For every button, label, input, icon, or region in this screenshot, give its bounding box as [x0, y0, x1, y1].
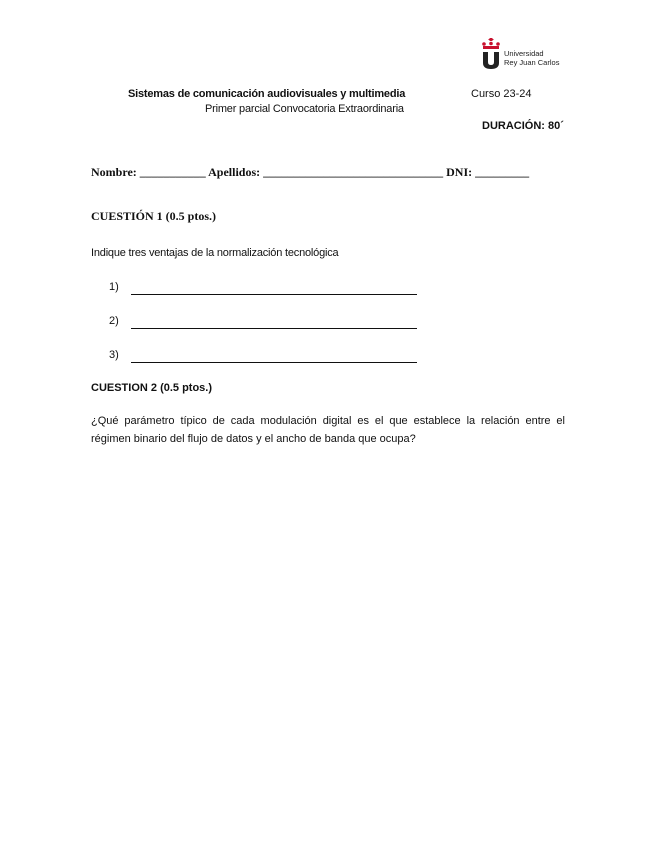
- university-logo: [480, 38, 570, 72]
- answer-number: 3): [109, 349, 119, 361]
- logo-line-1: Universidad: [504, 49, 544, 58]
- course-year: Curso 23-24: [471, 88, 532, 100]
- exam-duration: DURACIÓN: 80´: [482, 120, 564, 132]
- name-field[interactable]: Nombre: ___________: [91, 165, 206, 179]
- answer-number: 1): [109, 281, 119, 293]
- logo-line-2: Rey Juan Carlos: [504, 58, 560, 67]
- student-fields: [91, 165, 529, 180]
- question-2-prompt: ¿Qué parámetro típico de cada modulación digital es el que establece la relación entre el régimen binario del flujo de datos y el ancho de banda que ocupa?: [91, 415, 565, 445]
- urjc-emblem-icon: [480, 38, 502, 70]
- answer-blank[interactable]: [131, 362, 417, 363]
- question-1-heading: CUESTIÓN 1 (0.5 ptos.): [91, 209, 217, 223]
- answer-blank[interactable]: [131, 294, 417, 295]
- exam-title: Sistemas de comunicación audiovisuales y multimedia: [128, 88, 406, 100]
- dni-field[interactable]: DNI: _________: [446, 165, 530, 179]
- surname-field[interactable]: Apellidos: ______________________________: [208, 165, 444, 179]
- answer-number: 2): [109, 315, 119, 327]
- question-2-heading: CUESTION 2 (0.5 ptos.): [91, 382, 213, 394]
- exam-subtitle: Primer parcial Convocatoria Extraordinaria: [205, 103, 404, 115]
- answer-blank[interactable]: [131, 328, 417, 329]
- question-1-prompt: Indique tres ventajas de la normalización tecnológica: [91, 247, 339, 259]
